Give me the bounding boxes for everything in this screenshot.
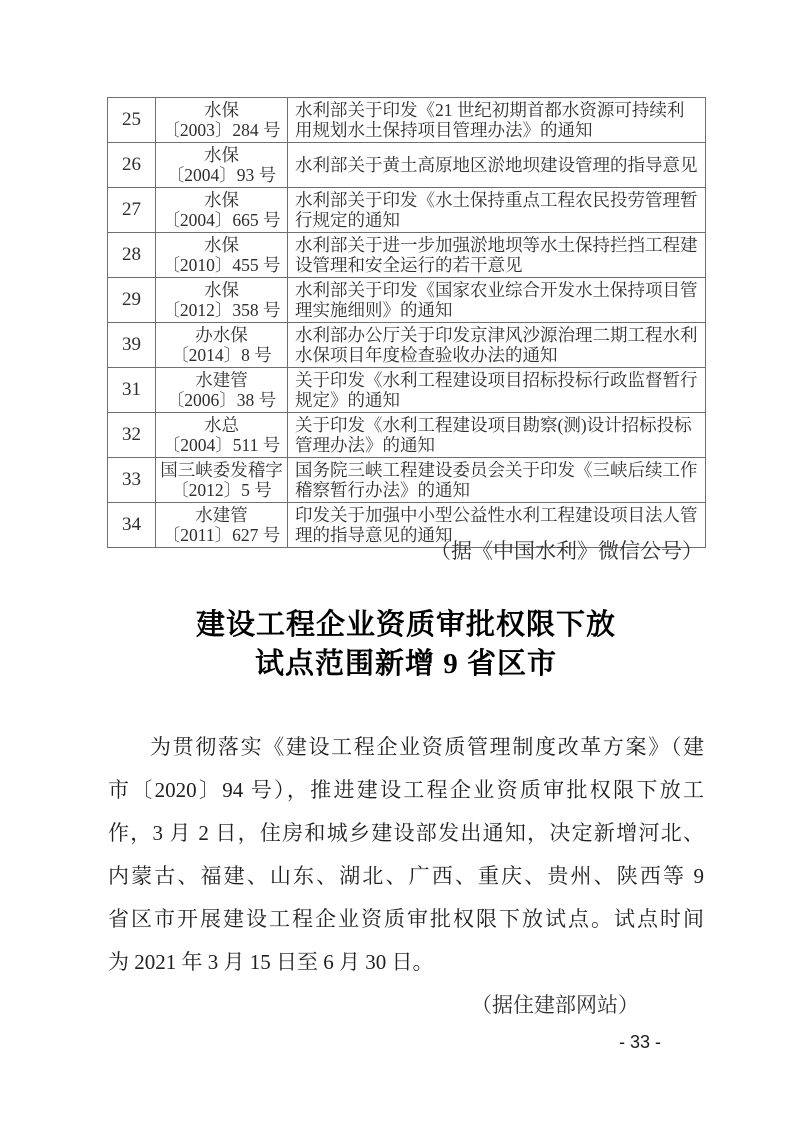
doc-code: 水总: [204, 415, 239, 435]
row-index: 26: [108, 143, 156, 188]
doc-code: 办水保: [195, 325, 248, 345]
doc-title: 关于印发《水利工程建设项目勘察(测)设计招标投标管理办法》的通知: [288, 413, 706, 458]
doc-issue-number: 〔2011〕627 号: [162, 525, 281, 545]
doc-code: 水保: [204, 145, 239, 165]
row-index: 28: [108, 233, 156, 278]
body-line: 作，3 月 2 日，住房和城乡建设部发出通知，决定新增河北、: [108, 821, 704, 845]
table-row: [108, 233, 706, 278]
doc-issue-number: 〔2012〕358 号: [162, 300, 281, 320]
table-row: [108, 188, 706, 233]
table-row: [108, 278, 706, 323]
row-index: 29: [108, 278, 156, 323]
table-row: [108, 323, 706, 368]
doc-title: 水利部关于印发《水土保持重点工程农民投劳管理暂行规定的通知: [288, 188, 706, 233]
doc-title: 水利部关于黄土高原地区淤地坝建设管理的指导意见: [288, 143, 706, 188]
doc-issue-number: 〔2004〕93 号: [166, 165, 277, 185]
doc-number-cell: [156, 278, 288, 323]
table-row: [108, 98, 706, 143]
body-line: 省区市开展建设工程企业资质审批权限下放试点。试点时间: [108, 907, 704, 931]
doc-title: 关于印发《水利工程建设项目招标投标行政监督暂行规定》的通知: [288, 368, 706, 413]
doc-number-cell: [156, 98, 288, 143]
doc-issue-number: 〔2003〕284 号: [162, 120, 281, 140]
body-line: 市〔2020〕94 号），推进建设工程企业资质审批权限下放工: [108, 778, 704, 802]
doc-number-cell: [156, 233, 288, 278]
doc-number-cell: [156, 188, 288, 233]
row-index: 39: [108, 323, 156, 368]
doc-number-cell: [156, 323, 288, 368]
doc-title: 水利部关于进一步加强淤地坝等水土保持拦挡工程建设管理和安全运行的若干意见: [288, 233, 706, 278]
doc-title: 印发关于加强中小型公益性水利工程建设项目法人管理的指导意见的通知: [288, 503, 706, 548]
doc-code: 国三峡委发稽字: [160, 460, 283, 480]
article-title-line1: 建设工程企业资质审批权限下放: [195, 609, 616, 641]
table-source-citation: （据《中国水利》微信公号）: [430, 539, 703, 563]
doc-title: 水利部关于印发《国家农业综合开发水土保持项目管理实施细则》的通知: [288, 278, 706, 323]
row-index: 31: [108, 368, 156, 413]
body-line: 内蒙古、福建、山东、湖北、广西、重庆、贵州、陕西等 9: [108, 864, 704, 888]
doc-issue-number: 〔2012〕5 号: [171, 480, 272, 500]
doc-issue-number: 〔2004〕665 号: [162, 210, 281, 230]
doc-number-cell: [156, 413, 288, 458]
doc-issue-number: 〔2010〕455 号: [162, 255, 281, 275]
doc-code: 水建管: [195, 370, 248, 390]
doc-number-cell: [156, 368, 288, 413]
doc-number-cell: [156, 458, 288, 503]
table-row: [108, 458, 706, 503]
doc-number-cell: [156, 143, 288, 188]
doc-code: 水保: [204, 235, 239, 255]
row-index: 25: [108, 98, 156, 143]
doc-code: 水保: [204, 100, 239, 120]
doc-code: 水保: [204, 280, 239, 300]
doc-issue-number: 〔2014〕8 号: [171, 345, 272, 365]
row-index: 33: [108, 458, 156, 503]
article-source-citation: （据住建部网站）: [471, 993, 639, 1017]
doc-code: 水保: [204, 190, 239, 210]
page-number: - 33 -: [618, 1032, 661, 1052]
doc-title: 国务院三峡工程建设委员会关于印发《三峡后续工作稽察暂行办法》的通知: [288, 458, 706, 503]
table-row: [108, 143, 706, 188]
row-index: 27: [108, 188, 156, 233]
row-index: 34: [108, 503, 156, 548]
body-line: 为贯彻落实《建设工程企业资质管理制度改革方案》（建: [150, 735, 704, 759]
body-line: 为 2021 年 3 月 15 日至 6 月 30 日。: [108, 950, 434, 974]
doc-issue-number: 〔2006〕38 号: [166, 390, 277, 410]
article-title-line2: 试点范围新增 9 省区市: [254, 648, 557, 680]
doc-title: 水利部办公厅关于印发京津风沙源治理二期工程水利水保项目年度检查验收办法的通知: [288, 323, 706, 368]
article-body: [108, 726, 704, 1027]
row-index: 32: [108, 413, 156, 458]
doc-title: 水利部关于印发《21 世纪初期首都水资源可持续利用规划水土保持项目管理办法》的通知: [288, 98, 706, 143]
doc-code: 水建管: [195, 505, 248, 525]
table-row: [108, 368, 706, 413]
doc-issue-number: 〔2004〕511 号: [162, 435, 281, 455]
table-row: [108, 413, 706, 458]
regulations-table: [107, 97, 706, 548]
article-title: [107, 606, 705, 684]
